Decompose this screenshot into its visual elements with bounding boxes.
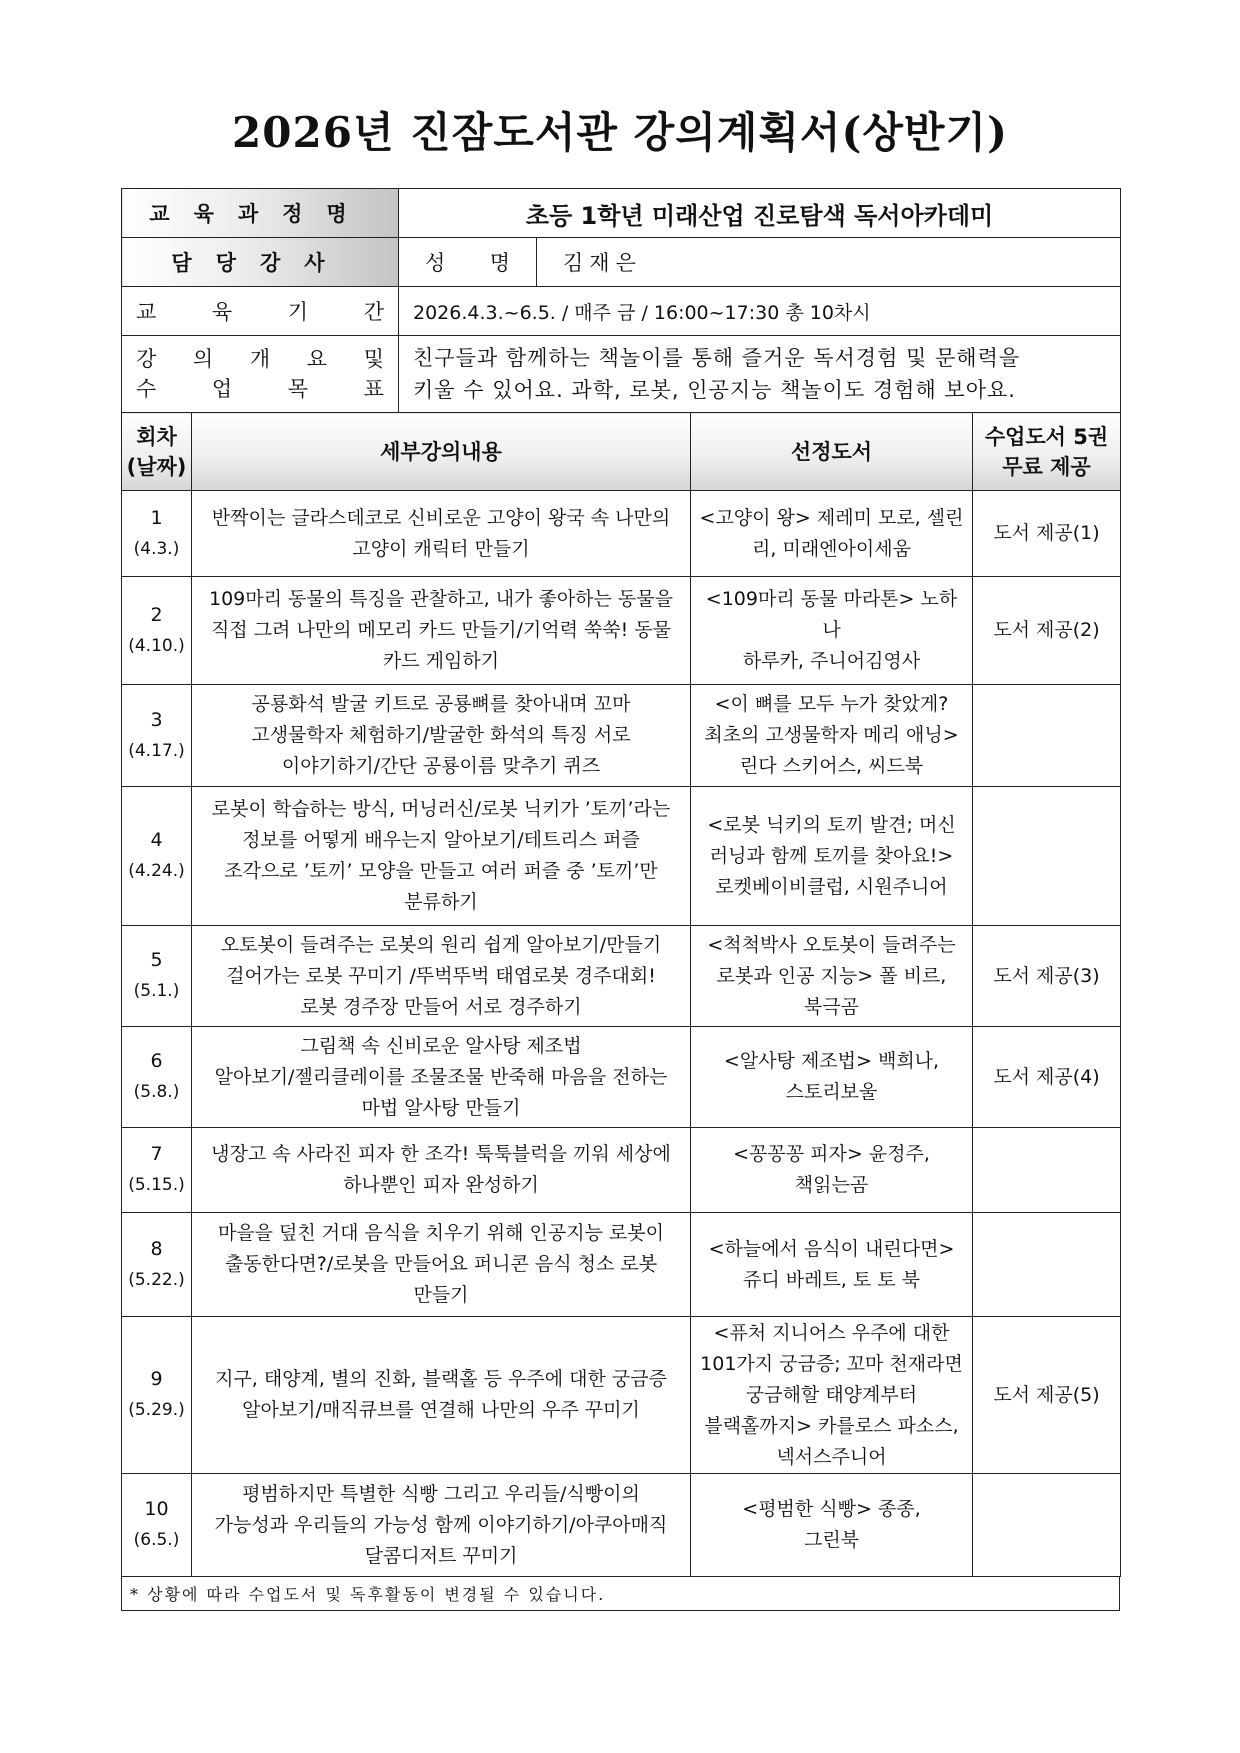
lecture-content-line: 하나뿐인 피자 완성하기 (343, 1174, 539, 1196)
session-date: (4.3.) (133, 538, 180, 559)
selected-book-line: 린다 스키어스, 씨드북 (739, 755, 924, 777)
footnote: * 상황에 따라 수업도서 및 독후활동이 변경될 수 있습니다. (122, 1577, 1120, 1611)
selected-book-line: 블랙홀까지> 카를로스 파소스, (704, 1414, 959, 1437)
selected-book-line: <고양이 왕> 제레미 모로, 셀린 (699, 506, 964, 529)
selected-book-line: 북극곰 (803, 995, 860, 1018)
selected-book-line: 하루카, 주니어김영사 (742, 650, 921, 672)
lecture-content-line: 오토봇이 들려주는 로봇의 원리 쉽게 알아보기/만들기 (220, 933, 662, 956)
session-cell (122, 685, 192, 787)
session-date: (5.29.) (128, 1400, 185, 1420)
course-label: 교육과정명 (122, 189, 399, 238)
selected-book-cell (691, 1128, 973, 1213)
selected-book-cell (691, 577, 973, 685)
label-char: 수 (136, 377, 157, 401)
schedule-row (122, 1213, 1121, 1317)
selected-book-cell (691, 926, 973, 1027)
lecture-content-cell (192, 787, 691, 926)
session-date: (5.1.) (133, 981, 180, 1001)
lecture-content-line: 카드 게임하기 (382, 650, 500, 672)
selected-book-cell (691, 1317, 973, 1474)
session-number: 1 (150, 506, 163, 529)
instructor-row (122, 238, 1121, 287)
session-date: (5.8.) (133, 1082, 180, 1102)
selected-book-line: <이 뼈를 모두 누가 찾았게? (714, 693, 949, 715)
book-provided-cell (973, 787, 1121, 926)
session-cell (122, 1128, 192, 1213)
provide-header: 수업도서 5권 무료 제공 (973, 413, 1121, 491)
selected-book-line: <퓨처 지니어스 우주에 대한 (713, 1321, 950, 1344)
lecture-content-line: 평범하지만 특별한 식빵 그리고 우리들/식빵이의 (242, 1482, 640, 1505)
session-date: (4.24.) (128, 861, 185, 881)
schedule-header-row (122, 413, 1121, 491)
lecture-content-line: 출동한다면?/로봇을 만들어요 퍼니콘 음식 청소 로봇 (224, 1253, 658, 1275)
lecture-plan-document (121, 188, 1120, 1611)
lecture-content-line: 걸어가는 로봇 꾸미기 /뚜벅뚜벅 태엽로봇 경주대회! (226, 964, 656, 987)
lecture-content-line: 그림책 속 신비로운 알사탕 제조법 (300, 1034, 582, 1057)
session-cell (122, 1213, 192, 1317)
selected-book-line: 책읽는곰 (794, 1174, 869, 1196)
footnote-table (121, 1576, 1120, 1611)
session-cell (122, 491, 192, 577)
name-label: 성 명 (399, 238, 537, 286)
label-char: 및 (363, 347, 384, 371)
lecture-content-line: 알아보기/매직큐브를 연결해 나만의 우주 꾸미기 (242, 1399, 640, 1421)
lecture-content-line: 조각으로 ’토끼’ 모양을 만들고 여러 퍼즐 중 ’토끼’만 (224, 860, 658, 882)
session-number: 3 (150, 708, 163, 731)
selected-book-cell (691, 1027, 973, 1128)
course-name: 초등 1학년 미래산업 진로탐색 독서아카데미 (399, 189, 1121, 238)
book-provided-cell: 도서 제공(4) (973, 1027, 1121, 1128)
session-number: 4 (150, 829, 163, 851)
lecture-content-line: 반짝이는 글라스데코로 신비로운 고양이 왕국 속 나만의 (211, 506, 671, 529)
period-value: 2026.4.3.~6.5. / 매주 금 / 16:00~17:30 총 10차시 (399, 287, 1121, 336)
schedule-row (122, 685, 1121, 787)
lecture-content-line: 마법 알사탕 만들기 (361, 1096, 521, 1119)
selected-book-line: <알사탕 제조법> 백희나, (723, 1050, 940, 1072)
selected-book-line: <평범한 식빵> 종종, (742, 1498, 921, 1520)
label-char: 육 (211, 300, 233, 324)
selected-book-line: 넥서스주니어 (776, 1445, 887, 1468)
selected-book-line: 쥬디 바레트, 토 토 북 (742, 1268, 921, 1291)
schedule-row (122, 926, 1121, 1027)
instructor-cell (399, 238, 1121, 287)
session-header: 회차 (날짜) (122, 413, 192, 491)
lecture-content-cell (192, 926, 691, 1027)
selected-book-line: 로봇과 인공 지능> 폴 비르, (716, 964, 947, 987)
session-number: 2 (150, 603, 163, 626)
lecture-content-line: 직접 그려 나만의 메모리 카드 만들기/기억력 쑥쑥! 동물 (210, 619, 672, 641)
selected-book-cell (691, 1213, 973, 1317)
selected-book-line: 101가지 궁금증; 꼬마 천재라면 (700, 1352, 963, 1375)
lecture-content-line: 고양이 캐릭터 만들기 (352, 537, 530, 560)
schedule-row (122, 1317, 1121, 1474)
book-provided-cell (973, 685, 1121, 787)
selected-book-cell (691, 685, 973, 787)
lecture-content-line: 분류하기 (404, 891, 478, 913)
lecture-content-cell (192, 1474, 691, 1577)
lecture-content-cell (192, 491, 691, 577)
lecture-content-cell (192, 1128, 691, 1213)
summary-text: 친구들과 함께하는 책놀이를 통해 즐거운 독서경험 및 문해력을 키울 수 있어요. 과학, 로봇, 인공지능 책놀이도 경험해 보아요. (399, 336, 1121, 413)
lecture-content-line: 지구, 태양계, 별의 진화, 블랙홀 등 우주에 대한 궁금증 (215, 1368, 667, 1390)
lecture-content-line: 달콤디저트 꾸미기 (364, 1544, 518, 1567)
schedule-row (122, 1027, 1121, 1128)
label-char: 개 (249, 347, 271, 371)
course-info-table (121, 188, 1121, 413)
selected-book-line: 스토리보울 (785, 1081, 878, 1103)
schedule-row (122, 787, 1121, 926)
label-char: 표 (363, 377, 384, 401)
session-date: (6.5.) (133, 1530, 180, 1550)
course-row (122, 189, 1121, 238)
session-cell (122, 577, 192, 685)
schedule-table (121, 412, 1121, 1577)
lecture-content-line: 정보를 어떻게 배우는지 알아보기/테트리스 퍼즐 (242, 829, 640, 851)
book-provided-cell: 도서 제공(3) (973, 926, 1121, 1027)
session-number: 5 (150, 949, 163, 971)
selected-book-line: 그린북 (803, 1529, 860, 1551)
book-provided-cell (973, 1474, 1121, 1577)
lecture-content-line: 109마리 동물의 특징을 관찰하고, 내가 좋아하는 동물을 (209, 588, 673, 610)
book-provided-cell (973, 1128, 1121, 1213)
selected-book-line: <꽁꽁꽁 피자> 윤정주, (733, 1143, 930, 1165)
selected-book-cell (691, 1474, 973, 1577)
lecture-content-cell (192, 1213, 691, 1317)
instructor-label: 담당강사 (122, 238, 399, 287)
selected-book-cell (691, 491, 973, 577)
book-provided-cell: 도서 제공(2) (973, 577, 1121, 685)
selected-book-line: 최초의 고생물학자 메리 애닝> (704, 724, 959, 746)
lecture-content-cell (192, 1317, 691, 1474)
selected-book-line: 로켓베이비클럽, 시원주니어 (715, 875, 948, 898)
session-cell (122, 1474, 192, 1577)
schedule-row (122, 577, 1121, 685)
session-number: 8 (150, 1237, 163, 1260)
session-number: 7 (150, 1143, 163, 1165)
selected-book-line: <하늘에서 음식이 내린다면> (708, 1237, 955, 1260)
session-number: 10 (144, 1498, 169, 1520)
session-number: 9 (150, 1368, 163, 1390)
lecture-content-line: 가능성과 우리들의 가능성 함께 이야기하기/아쿠아매직 (214, 1513, 668, 1536)
period-row (122, 287, 1121, 336)
selected-book-line: 러닝과 함께 토끼를 찾아요!> (709, 844, 954, 867)
session-cell (122, 1027, 192, 1128)
selected-book-line: <척척박사 오토봇이 들려주는 (707, 933, 956, 956)
instructor-name: 김재은 (563, 251, 642, 275)
content-header: 세부강의내용 (192, 413, 691, 491)
session-date: (5.22.) (128, 1269, 185, 1290)
page-title: 2026년 진잠도서관 강의계획서(상반기) (232, 108, 1008, 157)
selected-book-cell (691, 787, 973, 926)
schedule-row (122, 1128, 1121, 1213)
lecture-content-line: 로봇 경주장 만들어 서로 경주하기 (300, 995, 582, 1018)
book-provided-cell: 도서 제공(1) (973, 491, 1121, 577)
lecture-content-line: 냉장고 속 사라진 피자 한 조각! 툭툭블럭을 끼워 세상에 (211, 1143, 671, 1165)
session-number: 6 (150, 1050, 163, 1072)
label-char: 업 (211, 377, 233, 401)
label-char: 목 (287, 377, 309, 401)
summary-row (122, 336, 1121, 413)
label-char: 의 (192, 347, 214, 371)
label-char: 간 (363, 300, 384, 324)
session-date: (5.15.) (128, 1175, 185, 1195)
label-char: 기 (287, 300, 309, 324)
session-date: (4.10.) (128, 635, 185, 656)
lecture-content-cell (192, 685, 691, 787)
label-char: 강 (136, 347, 157, 371)
selected-book-line: <109마리 동물 마라톤> 노하나 (705, 588, 958, 641)
schedule-row (122, 491, 1121, 577)
lecture-content-cell (192, 577, 691, 685)
book-provided-cell: 도서 제공(5) (973, 1317, 1121, 1474)
schedule-row (122, 1474, 1121, 1577)
session-cell (122, 1317, 192, 1474)
book-header: 선정도서 (691, 413, 973, 491)
lecture-content-line: 이야기하기/간단 공룡이름 맞추기 퀴즈 (281, 755, 601, 777)
lecture-content-line: 마을을 덮친 거대 음식을 치우기 위해 인공지능 로봇이 (217, 1222, 665, 1244)
label-char: 교 (136, 300, 157, 324)
session-cell (122, 926, 192, 1027)
lecture-content-line: 공룡화석 발굴 키트로 공룡뼈를 찾아내며 꼬마 (251, 693, 631, 715)
lecture-content-line: 고생물학자 체험하기/발굴한 화석의 특징 서로 (251, 724, 631, 746)
session-cell (122, 787, 192, 926)
label-char: 요 (306, 347, 328, 371)
selected-book-line: 궁금해할 태양계부터 (745, 1383, 918, 1406)
lecture-content-cell (192, 1027, 691, 1128)
session-date: (4.17.) (128, 740, 185, 761)
lecture-content-line: 알아보기/젤리클레이를 조물조물 반죽해 마음을 전하는 (214, 1065, 668, 1088)
lecture-content-line: 로봇이 학습하는 방식, 머닝러신/로봇 닉키가 ’토끼’라는 (211, 798, 671, 820)
period-label (122, 287, 399, 336)
book-provided-cell (973, 1213, 1121, 1317)
summary-label (122, 336, 399, 413)
selected-book-line: <로봇 닉키의 토끼 발견; 머신 (707, 813, 956, 836)
selected-book-line: 리, 미래엔아이세움 (752, 537, 911, 560)
lecture-content-line: 만들기 (413, 1284, 469, 1306)
